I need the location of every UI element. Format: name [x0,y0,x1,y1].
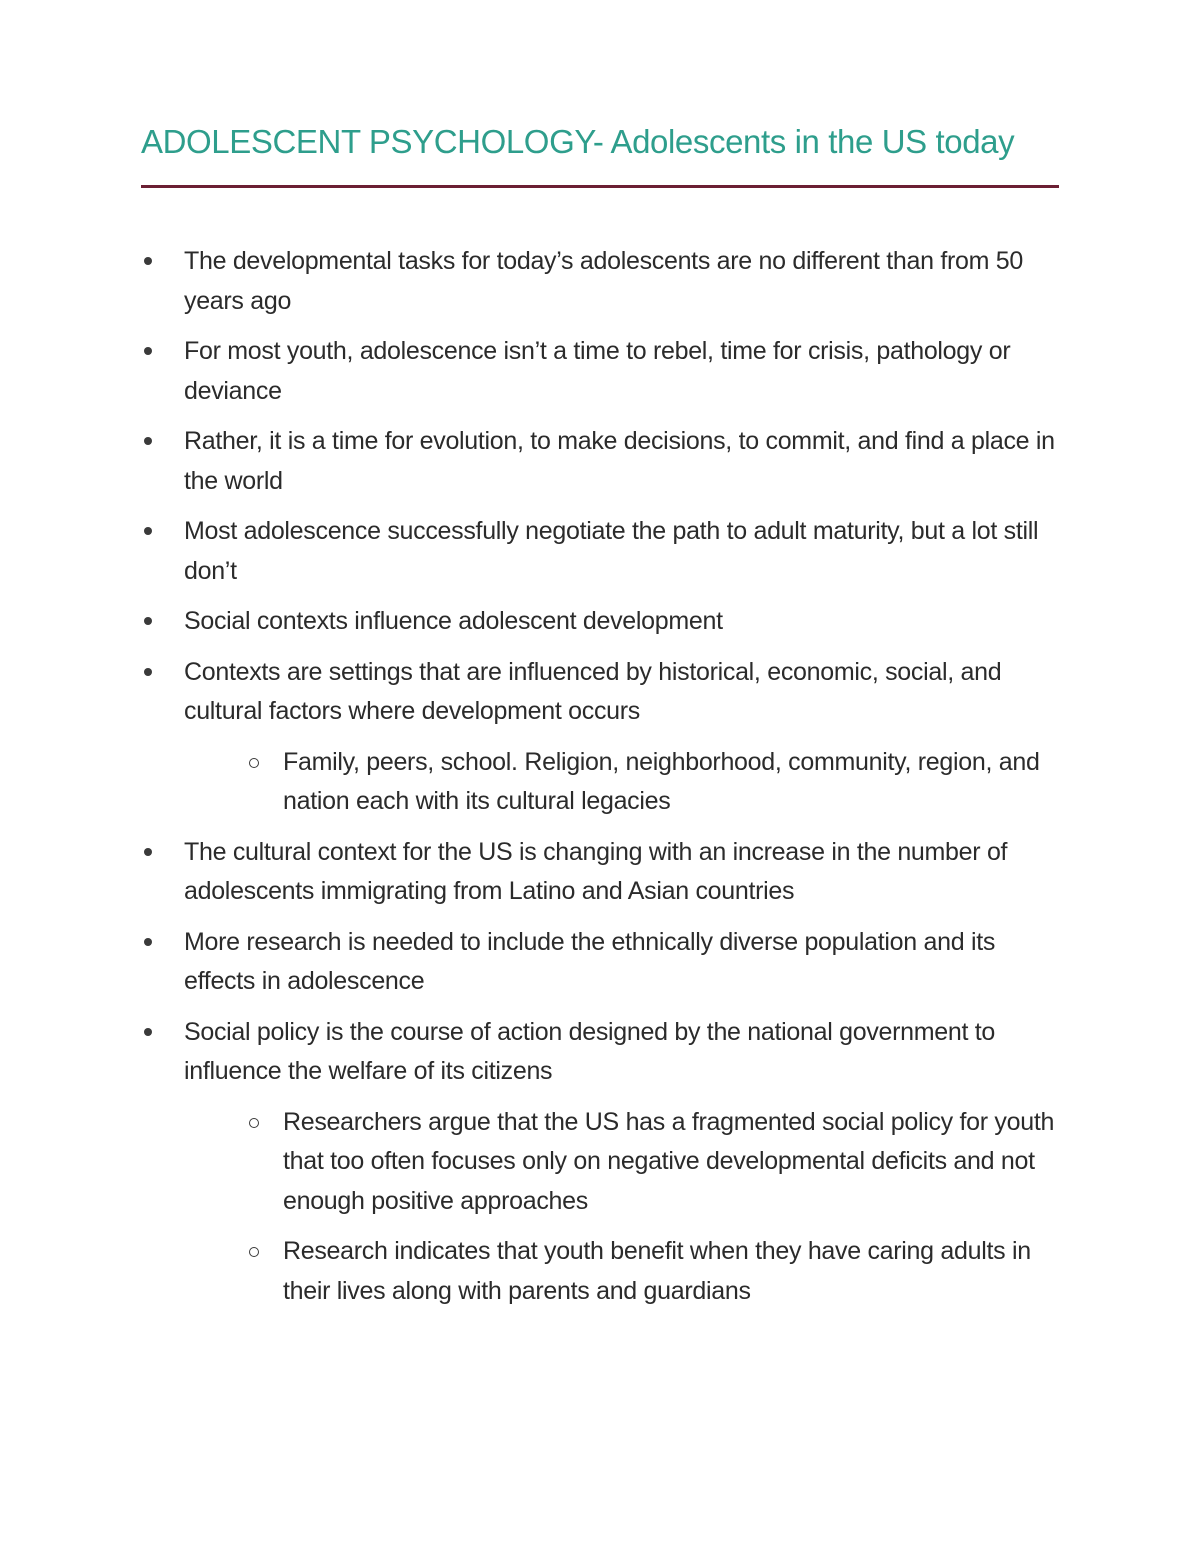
bullet-dot-icon [144,527,152,535]
bullet-dot-icon [144,848,152,856]
bullet-circle-icon [249,1247,259,1257]
list-item-text: The developmental tasks for today’s adolescents are no different than from 50 years ago [184,247,1023,315]
bullet-dot-icon [144,257,152,265]
list-item-text: Contexts are settings that are influenced by historical, economic, social, and cultural factors where development occurs [184,657,1002,725]
list-item [0,602,1200,642]
list-item [0,332,1200,411]
list-item-text: Most adolescence successfully negotiate the path to adult maturity, but a lot still don’t [184,517,1039,585]
bullet-circle-icon [249,758,259,768]
sub-list-item [0,1232,1200,1311]
list-item-text: Rather, it is a time for evolution, to make decisions, to commit, and find a place in the world [184,427,1055,495]
list-item-text: The cultural context for the US is changing with an increase in the number of adolescents immigrating from Latino and Asian countries [184,837,1008,905]
sub-list-item-text: Research indicates that youth benefit when they have caring adults in their lives along with parents and guardians [283,1237,1031,1305]
list-item [0,923,1200,1002]
list-item [0,422,1200,501]
list-item [0,833,1200,912]
list-item [0,512,1200,591]
sub-list-item-text: Researchers argue that the US has a fragmented social policy for youth that too often focuses only on negative developmental deficits and not enough positive approaches [283,1107,1055,1215]
list-item [0,242,1200,321]
bullet-list [0,242,1200,1322]
list-item-text: Social contexts influence adolescent development [184,607,723,635]
bullet-dot-icon [144,347,152,355]
bullet-dot-icon [144,668,152,676]
bullet-dot-icon [144,437,152,445]
list-item [0,1013,1200,1092]
list-item-text: Social policy is the course of action designed by the national government to influence the welfare of its citizens [184,1017,996,1085]
list-item-text: For most youth, adolescence isn’t a time to rebel, time for crisis, pathology or deviance [184,337,1011,405]
bullet-dot-icon [144,938,152,946]
title-underline [141,185,1059,188]
sub-list-item [0,743,1200,822]
document-title: ADOLESCENT PSYCHOLOGY- Adolescents in the US today [141,123,1015,160]
sub-list-item-text: Family, peers, school. Religion, neighborhood, community, region, and nation each with its cultural legacies [283,747,1040,815]
bullet-dot-icon [144,1028,152,1036]
bullet-dot-icon [144,617,152,625]
sub-list-item [0,1103,1200,1222]
bullet-circle-icon [249,1118,259,1128]
list-item-text: More research is needed to include the ethnically diverse population and its effects in adolescence [184,927,996,995]
list-item [0,653,1200,732]
